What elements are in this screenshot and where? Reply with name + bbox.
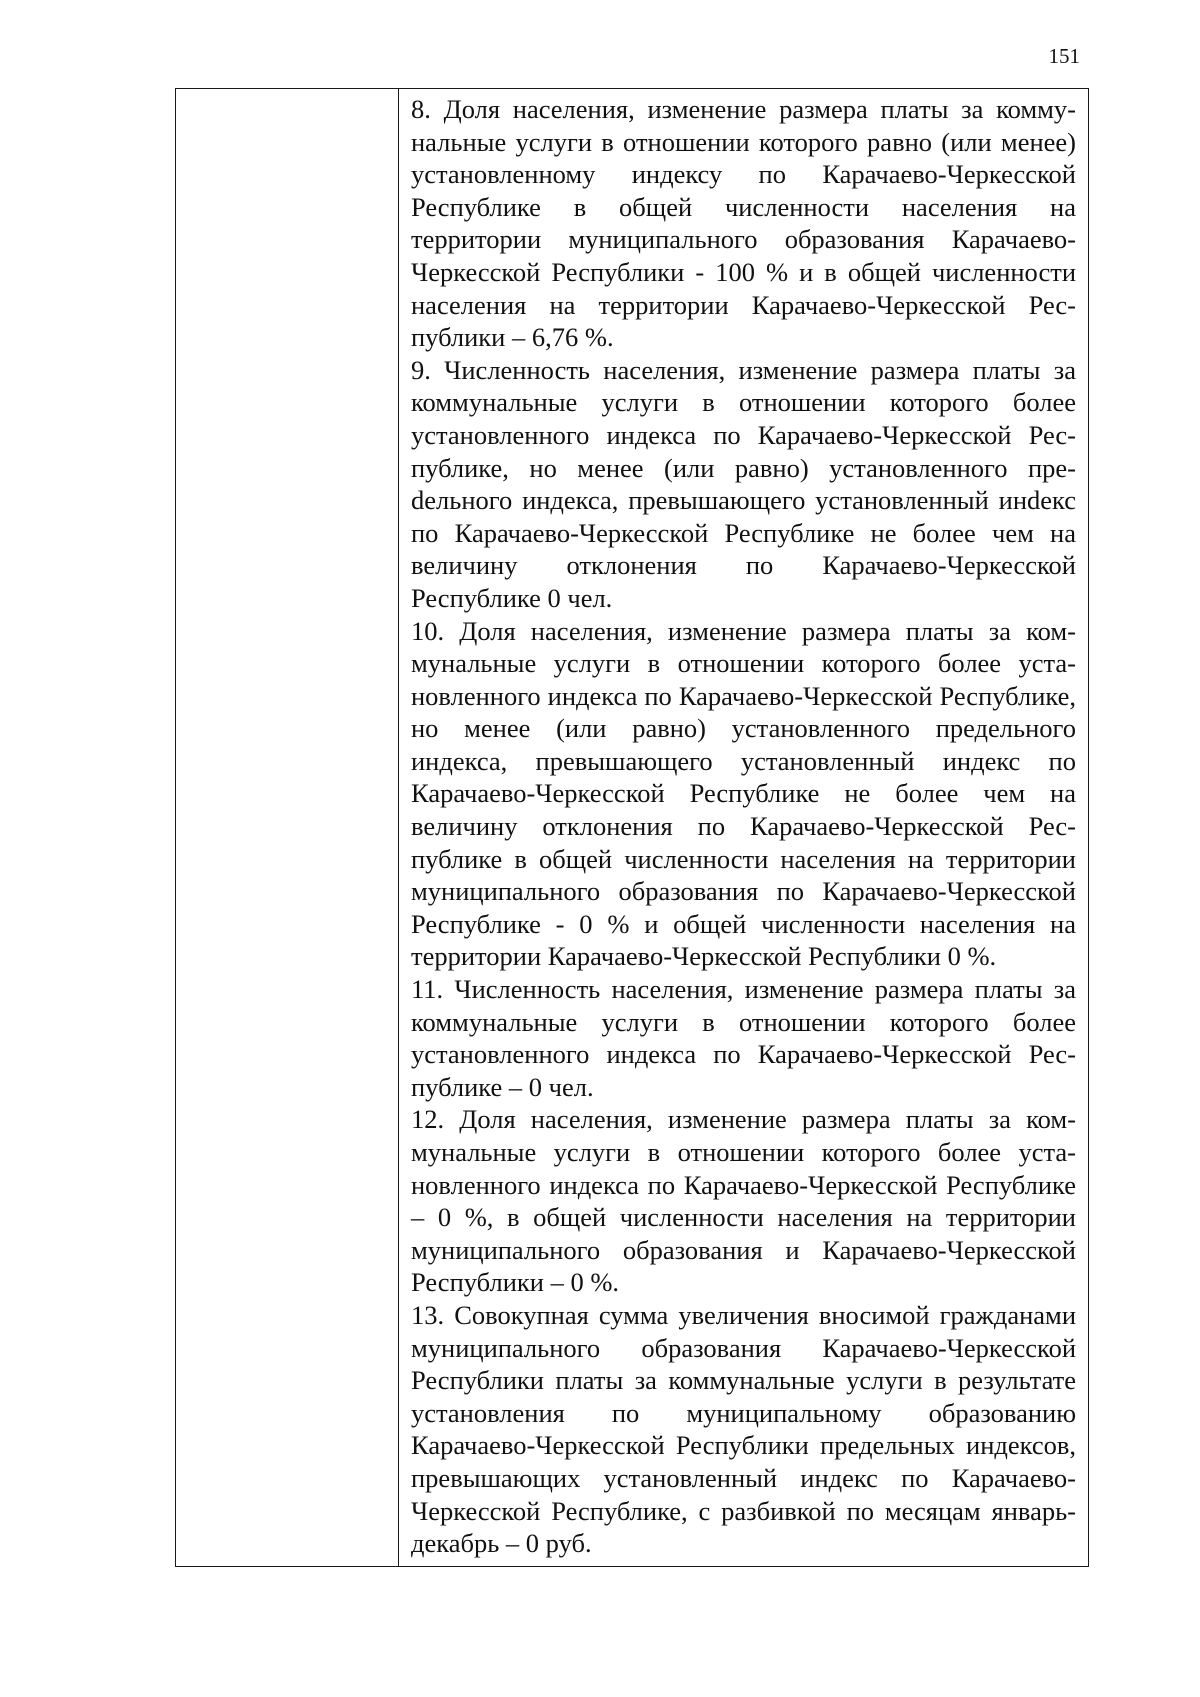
- left-cell-empty: [176, 89, 399, 1567]
- indicator-item-8: 8. Доля населения, изменение размера платы за коммунальные услуги в отношении которого равно (или менее) установленному индексу по Карачаево-Черкесской Республике в общей численности населения на территории муниципального образования Карачаево-Черкесской Республики - 100 % и в общей численности населения на территории Карачаево-Черкесской Республики – 6,76 %.: [411, 94, 1076, 353]
- indicator-item-9: 9. Численность населения, изменение размера платы за коммунальные услуги в отношении которого более установленного индекса по Карачаево-Черкесской Республике, но менее (или равно) установленного преdельного индекса, превышающего установленный инdекс по Карачаево-Черкесской Республике не более чем на величину отклонения по Карачаево-Черкесской Республике 0 чел.: [411, 354, 1076, 613]
- table-row: [176, 89, 1089, 1567]
- indicator-item-12: 12. Доля населения, изменение размера платы за коммунальные услуги в отношении которого более установленного индекса по Карачаево-Черкесской Республике – 0 %, в общей численности населения на территории муниципального образования и Карачаево-Черкесской Республики – 0 %.: [411, 1104, 1076, 1298]
- indicator-table: [175, 88, 1089, 1567]
- indicator-item-13: 13. Совокупная сумма увеличения вносимой гражданами муниципального образования Карачаево-Черкесской Республики платы за коммунальные услуги в результате установления по муниципальному образованию Карачаево-Черкесской Республики предельных индексов, превышающих установленный индекс по Карачаево-Черкесской Республике, с разбивкой по месяцам январь-декабрь – 0 руб.: [411, 1299, 1076, 1559]
- indicator-cell: [399, 89, 1089, 1567]
- indicator-item-10: 10. Доля населения, изменение размера платы за коммунальные услуги в отношении которого более установленного индекса по Карачаево-Черкесской Республике, но менее (или равно) установленного предельного индекса, превышающего установленный индекс по Карачаево-Черкесской Республике не более чем на величину отклонения по Карачаево-Черкесской Республике в общей численности населения на территории муниципального образования по Карачаево-Черкесской Республике - 0 % и общей численности населения на территории Карачаево-Черкесской Республики 0 %.: [411, 615, 1076, 972]
- page-number: 151: [1048, 44, 1080, 68]
- indicator-item-11: 11. Численность населения, изменение размера платы за коммунальные услуги в отношении которого более установленного индекса по Карачаево-Черкесской Республике – 0 чел.: [411, 974, 1076, 1102]
